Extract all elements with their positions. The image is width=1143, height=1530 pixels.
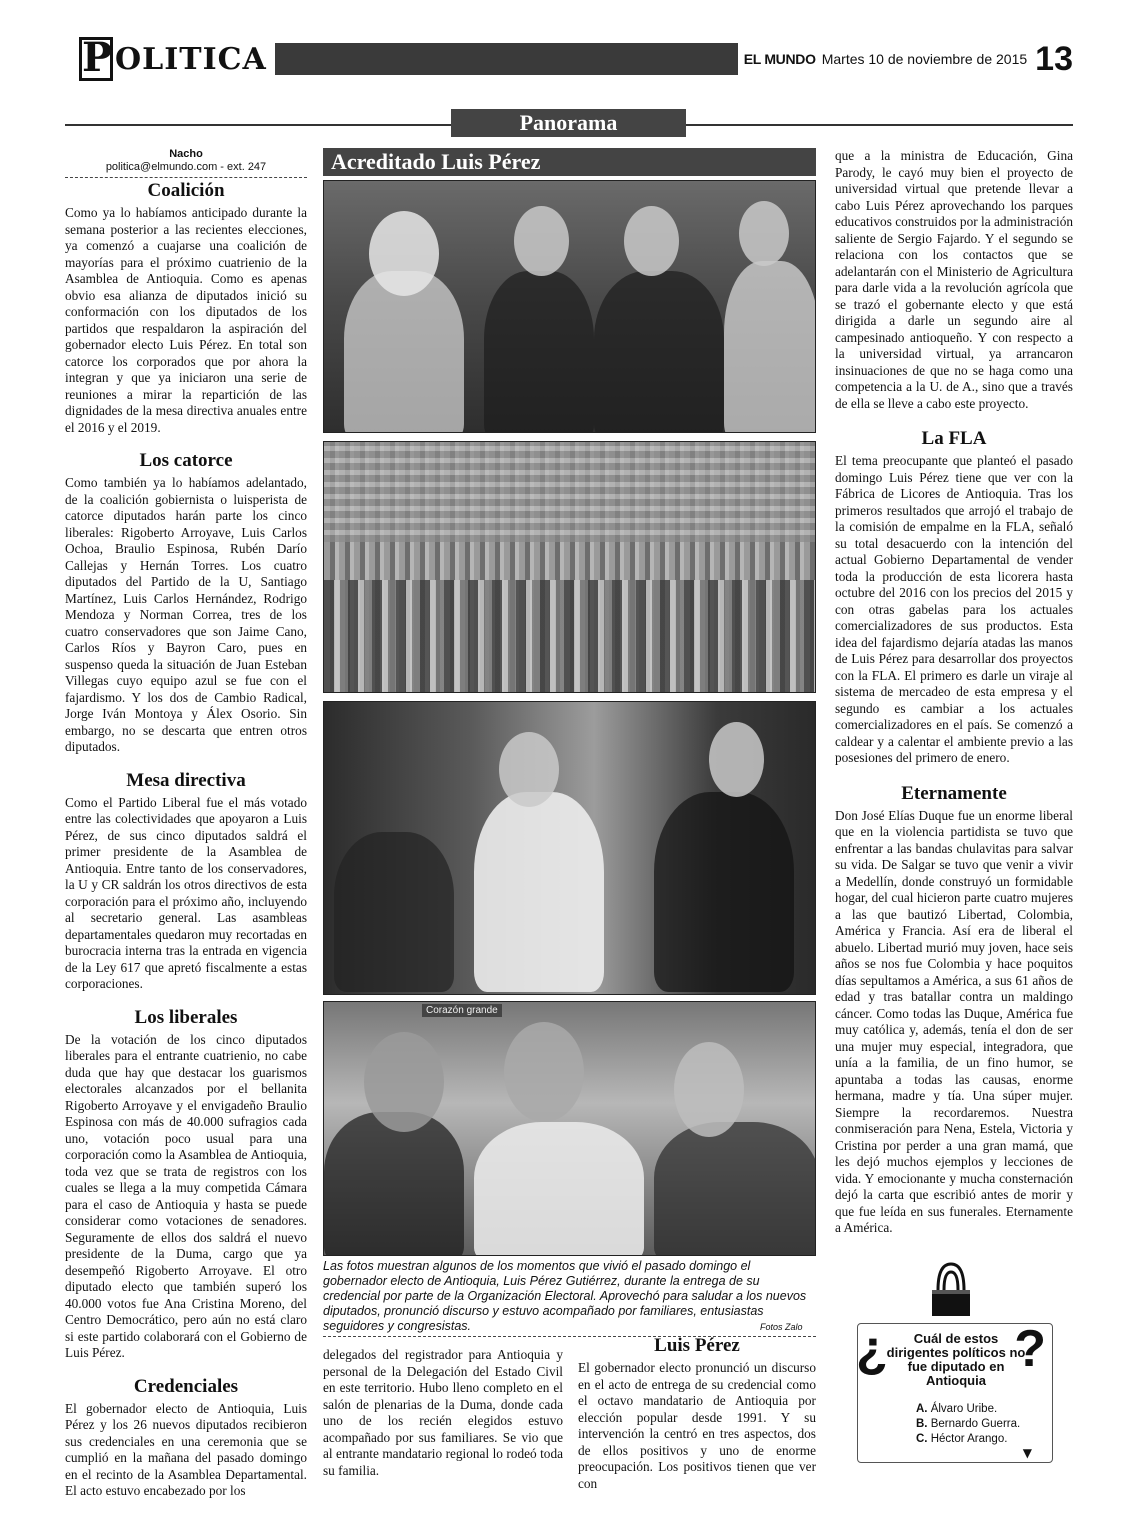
- left-column: [65, 148, 307, 1500]
- section-title: [65, 35, 275, 83]
- photo-officials-standing: [323, 180, 816, 433]
- article-heading: Mesa directiva: [126, 769, 246, 791]
- article-heading: Los catorce: [139, 450, 233, 471]
- article-text: El gobernador electo pronunció un discurso en el acto de entrega de su credencial como el octavo mandatario de Antioquia por elección popular desde 1991. Y su intervención la centró en tres aspectos, dos de ellos positivos y uno de enorme preocupación. Los positivos tienen que ver con: [578, 1360, 816, 1491]
- section-initial: P: [79, 37, 113, 81]
- byline: [65, 148, 307, 178]
- quiz-option: C. Héctor Arango.: [916, 1433, 1008, 1445]
- newspaper-name: EL MUNDO: [743, 51, 816, 67]
- center-column-left: [323, 1347, 563, 1479]
- header-meta: [738, 35, 1073, 83]
- binder-clip-icon: [928, 1260, 974, 1318]
- quiz-option: A. Álvaro Uribe.: [916, 1403, 998, 1415]
- center-column-right: [578, 1335, 816, 1492]
- article-text: Como también ya lo habíamos adelantado, de la coalición gobiernista o luisperista de catorce diputados harán parte los cinco liberales: Rigoberto Arroyave, Luis Carlos Ochoa, Braulio Espinosa, Rubén Darío Callejas y Hernán Torres. Los cuatro diputados del Partido de la U, Santiago Martínez, Luis Carlos Hernández, Rodrigo Mendoza y Norman Correa, tres de los cuatro conservadores que son Jaime Cano, Carlos Ríos y Bayron Caro, pues en suspenso queda la situación de Juan Esteban Villegas cuyo equipo azul se fue con el fajardismo. Y los dos de Cambio Radical, Jorge Iván Montoya y Álex Osorio. Sin embargo, no se descarta que entren otros diputados.: [65, 475, 307, 754]
- quiz-box: [856, 1320, 1053, 1463]
- article-text: que a la ministra de Educación, Gina Parody, le cayó muy bien el proyecto de universidad virtual que pretende llevar a cabo Luis Pérez aprovechando los parques educativos construidos por la administración saliente de Sergio Fajardo. Y el segundo se relaciona con los contactos que se adelantarán con el Ministerio de Agricultura para darle vida a la revolución agrícola que se trazó el gobernante electo y que está dirigida a darle un segundo aire al campesinado antioqueño. Y con respecto a la universidad virtual, ya arrancaron insinuaciones de que no se haga como una competencia a la U. de A., sino que a través de ella se lleve a cabo este proyecto.: [835, 148, 1073, 411]
- article-heading: Credenciales: [133, 1375, 239, 1397]
- author-contact: politica@elmundo.com - ext. 247: [105, 161, 267, 173]
- photo-assembly-audience: [323, 441, 816, 693]
- article-text: Don José Elías Duque fue un enorme liberal que en la violencia partidista se tuvo que enfrentar a las bandas chulavitas para salvar su vida. De Salgar se tuvo que venir a vivir a Medellín, donde construyó un formidable hogar, del cual hicieron parte cuatro mujeres a las que bautizó Libertad, Colombia, América y Francia. Así era de liberal el abuelo. Libertad murió muy joven, hace seis años se nos fue Colombia y hace poquitos días sepultamos a América, a sus 61 años de edad y tras batallar contra un maldingo cáncer. Como todas las Duque, América fue muy católica y, además, tenía el don de ser una mujer muy especial, integradora, que unía a la familia, de un fino humor, se apuntaba a todas las causas, enorme hermana, madre y tía. Una súper mujer. Siempre la recordaremos. Nuestra conmiseración para Nena, Estela, Victoria y Cristina por perder a una gran mamá, que les dejó muchos ejemplos y lecciones de vida. Y emocionante y mucha consternación dejó la carta que escribió antes de morir y que fue leída en sus funerales. Eternamente a América.: [835, 807, 1073, 1235]
- right-column: [835, 148, 1073, 1237]
- page-number: 13: [1035, 39, 1073, 78]
- feature-title: Acreditado Luis Pérez: [323, 148, 816, 176]
- article-text: El tema preocupante que planteó el pasado domingo Luis Pérez tiene que ver con la Fábrica de Licores de Antioquia. Tras los primeros resultados que arrojó el trabajo de la comisión de empalme en la FLA, señaló su total desacuerdo con la intención del actual Gobierno Departamental de vender toda la producción de esta licorera hasta octubre del 2016 con los precios del 2015 y con otras gabelas para los actuales comercializadores de sus productos. Esta idea del fajardismo dejaría atadas las manos de Luis Pérez para desarrollar dos proyectos con la FLA. El primero es darle un viraje al sistema de mercadeo de esta empresa y el segundo es cambiar a los actuales comercializadores en el país. Se comenzó a caldear y a calentar el ambiente previo a las posesiones del primero de enero.: [835, 453, 1073, 765]
- article-text: delegados del registrador para Antioquia y personal de la Delegación del Estado Civil en este territorio. Hubo lleno completo en el salón de plenarias de la Duma, donde cada uno de los recién elegidos estuvo acompañado por sus familiares. Se vio que al entrante mandatario regional lo rodeó toda su familia.: [323, 1347, 563, 1478]
- photo-caption: Las fotos muestran algunos de los momentos que vivió el pasado domingo el gobernador electo de Antioquia, Luis Pérez Gutiérrez, durante la entrega de su credencial por parte de la Organización Electoral. Aprovechó para saludar a los nuevos diputados, pronunció discurso y estuvo acompañado por familiares, entusiastas seguidores y congresistas.: [323, 1259, 816, 1337]
- open-question-mark: ¿: [856, 1320, 888, 1378]
- section-name: OLITICA: [115, 41, 267, 77]
- quiz-question: Cuál de estos dirigentes políticos no fue diputado en Antioquia: [886, 1331, 1026, 1388]
- issue-date: Martes 10 de noviembre de 2015: [821, 51, 1028, 67]
- article-text: Como ya lo habíamos anticipado durante la semana posterior a las recientes elecciones, ya comenzó a cuajarse una coalición de mayorías para el próximo cuatrienio de la Asamblea de Antioquia. Como es apenas obvio esa alianza de diputados inició su conformación con los diputados de los partidos que respaldaron la aspiración del gobernador electo Luis Pérez. En total son catorce los corporados que por ahora la integran y que ya iniciaron una serie de reuniones a mirar la repartición de las dignidades de la mesa directiva anuales entre el 2016 y el 2019.: [65, 205, 307, 435]
- article-heading: Eternamente: [901, 782, 1007, 804]
- article-heading: La FLA: [921, 428, 987, 449]
- photo-credential-ceremony: [323, 701, 816, 995]
- end-mark-icon: ▼: [1022, 1446, 1032, 1460]
- article-heading: Luis Pérez: [654, 1335, 740, 1356]
- article-heading: Coalición: [147, 180, 225, 201]
- article-heading: Los liberales: [134, 1006, 238, 1028]
- article-text: El gobernador electo de Antioquia, Luis Pérez y los 26 nuevos diputados recibieron sus credenciales en una ceremonia que se cumplió en la mañana del pasado domingo en el recinto de la Asamblea Departamental. El acto estuvo encabezado por los: [65, 1400, 307, 1498]
- author-name: Nacho: [169, 148, 203, 160]
- photo-credit: Fotos Zalo: [760, 1322, 803, 1332]
- photo-greeting: [323, 1001, 816, 1256]
- quiz-option: B. Bernardo Guerra.: [916, 1418, 1021, 1430]
- photo-tag: Corazón grande: [422, 1004, 502, 1017]
- close-question-mark: ?: [1014, 1320, 1046, 1378]
- quiz-options: [916, 1402, 1020, 1447]
- panorama-label: Panorama: [451, 109, 686, 137]
- article-text: De la votación de los cinco diputados liberales para el entrante cuatrienio, no cabe duda que hay que destacar los guarismos electorales alcanzados por el bellanita Rigoberto Arroyave y el envigadeño Braulio Espinosa con más de 40.000 sufragios cada uno, votación poco usual para una corporación como la Asamblea de Antioquia, toda vez que se trata de registros con los cuales se llega a la muy competida Cámara para el caso de Antioquia y hasta se puede considerar como votaciones de senadores. Seguramente de ellos dos saldrá el nuevo presidente de la Duma, cargo que ya desempeñó Rigoberto Arroyave. El otro diputado electo que también superó los 40.000 votos fue Ana Cristina Moreno, del Centro Democrático, pero aún no está claro si este partido colaborará con el Gobierno de Luis Pérez.: [65, 1031, 307, 1360]
- article-text: Como el Partido Liberal fue el más votado entre las colectividades que apoyaron a Luis Pérez, de sus cinco diputados saldrá el primer presidente de la Asamblea de Antioquia. Entre tanto de los conservadores, la U y CR saldrán los otros directivos de esta corporación para el próximo año, incluyendo al secretario general. Las asambleas departamentales quedaron muy recortadas en burocracia interna tras la entrada en vigencia de la Ley 617 que apretó fiscalmente a estas corporaciones.: [65, 794, 307, 991]
